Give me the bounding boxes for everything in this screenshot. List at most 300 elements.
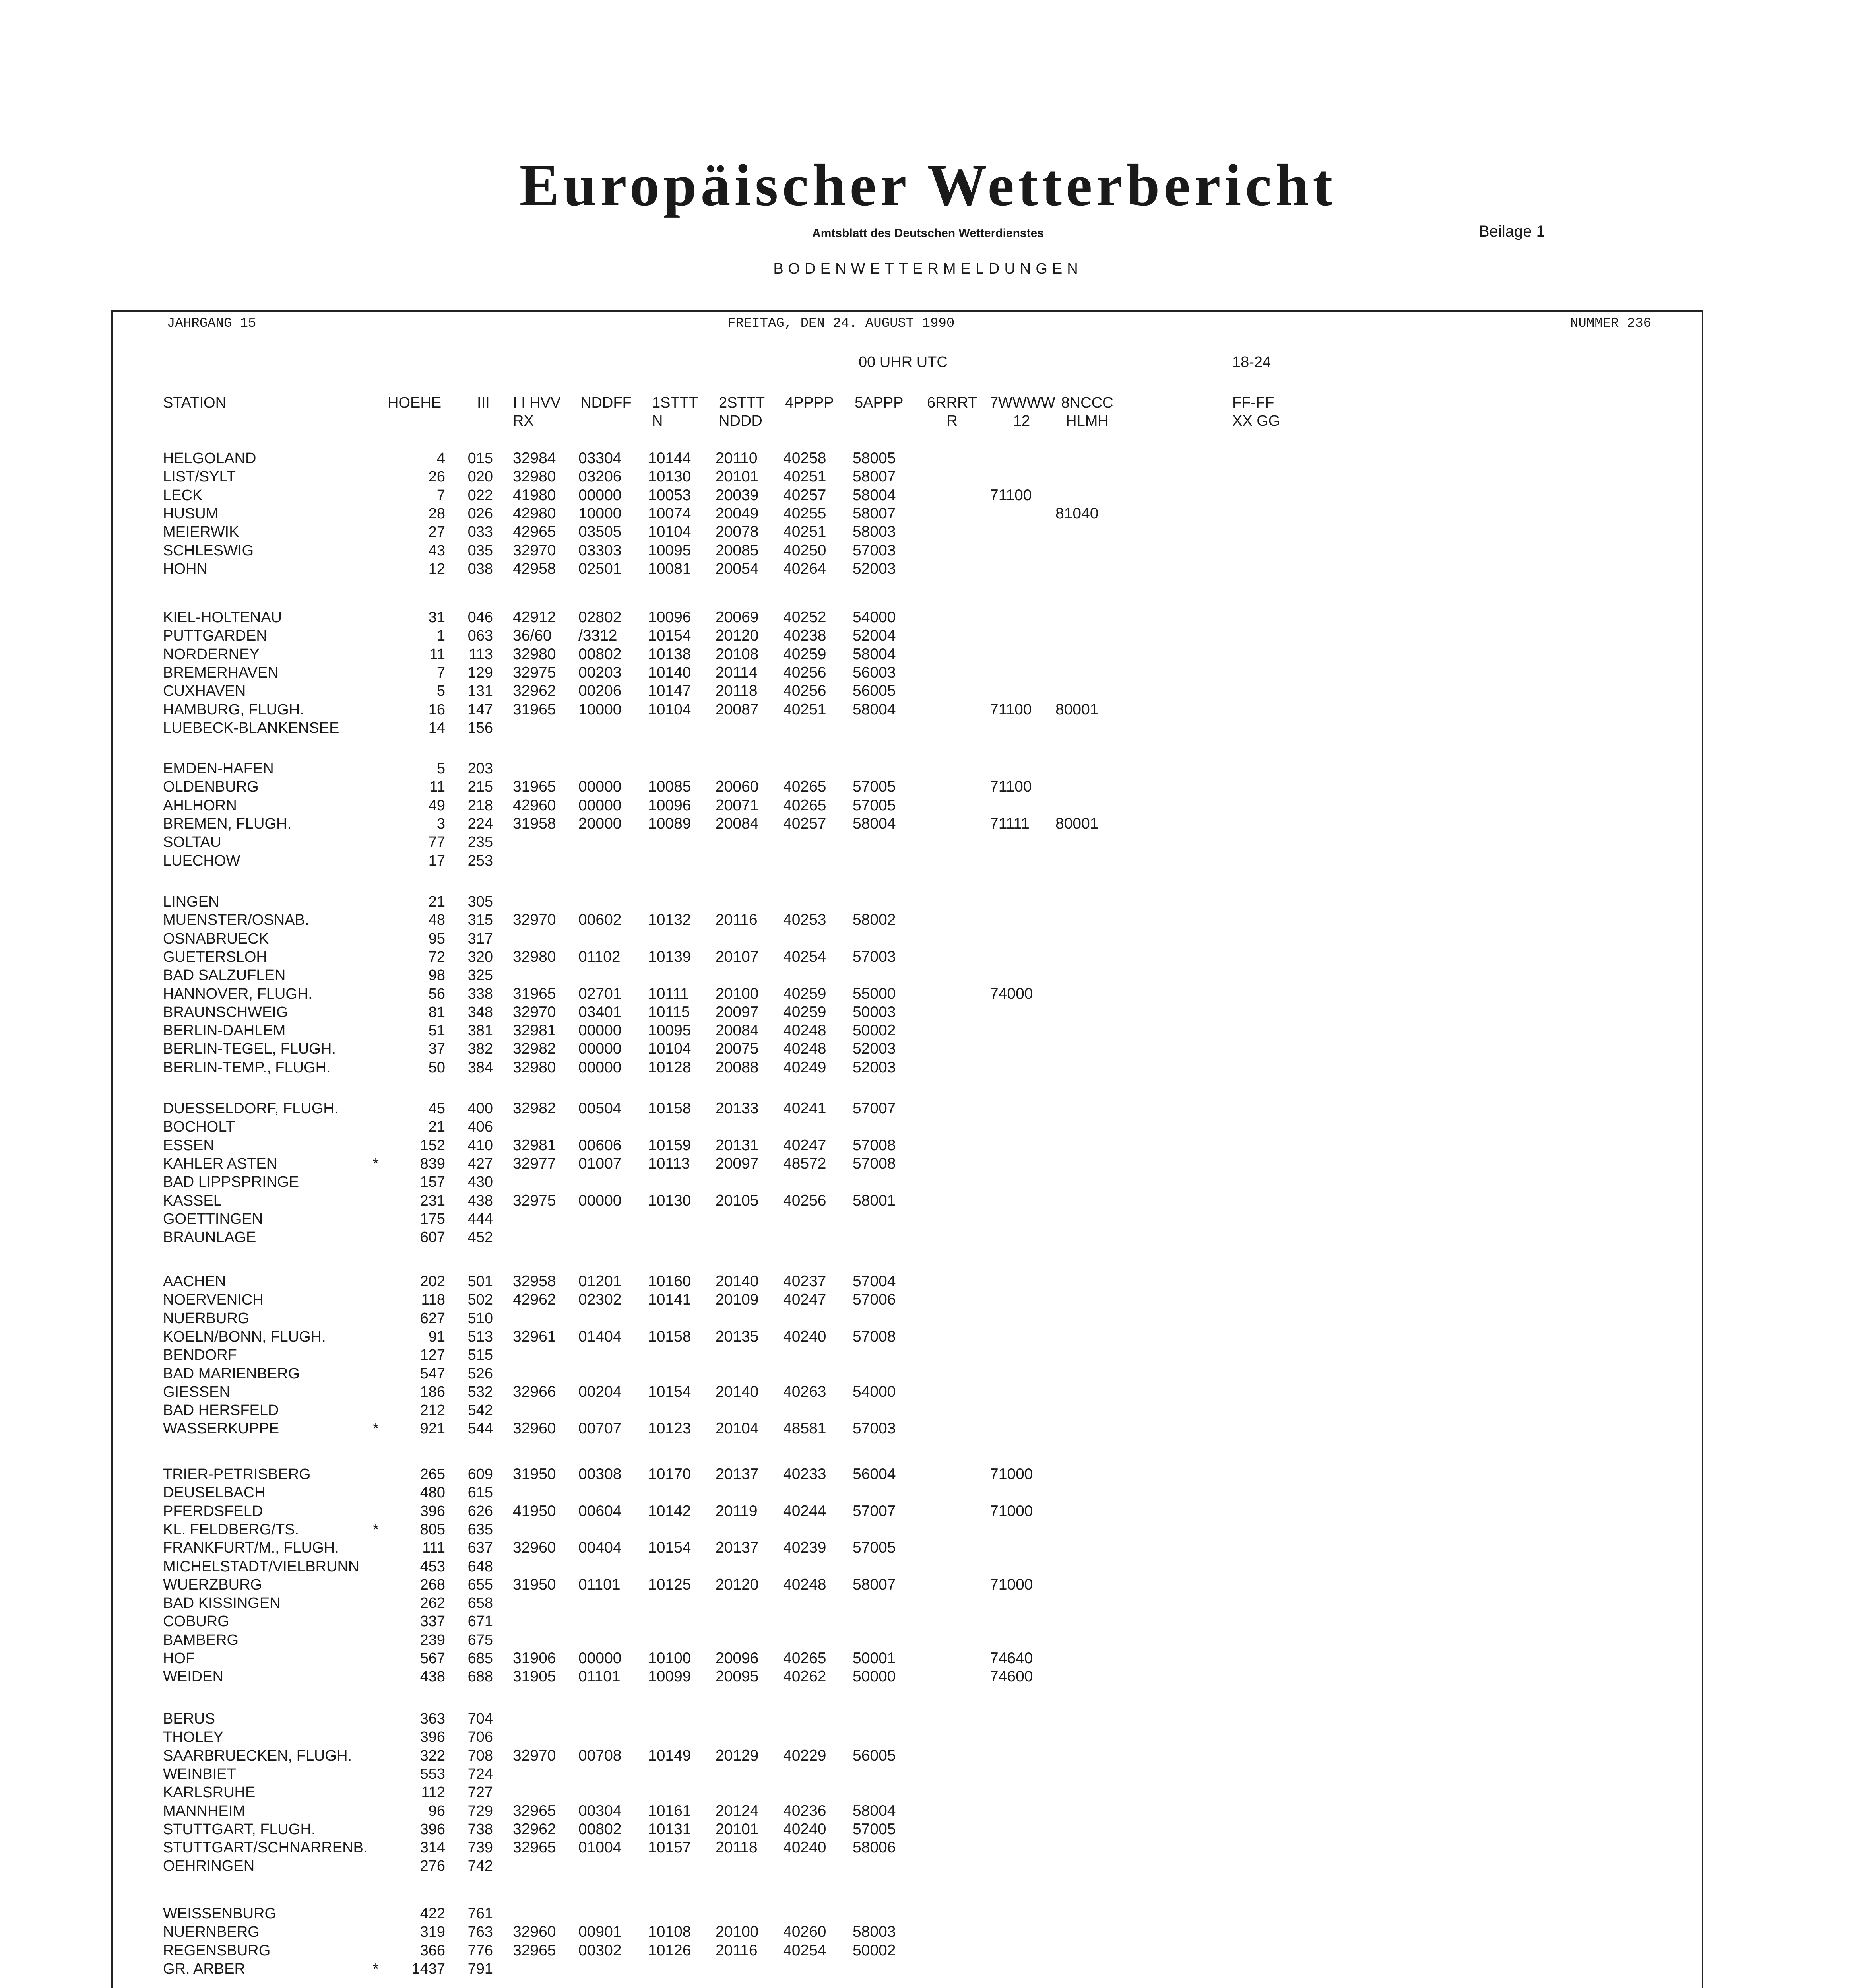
supplement-label: Beilage 1 [1479,223,1545,240]
station-name: HANNOVER, FLUGH. [163,985,312,1002]
station-id: 382 [467,1041,493,1058]
table-row [0,542,1590,560]
table-row [0,1612,1590,1631]
station-id: 427 [467,1155,493,1172]
code-group: 20085 [716,542,759,559]
mountain-station-marker: * [373,1420,379,1437]
code-group: 32982 [513,1100,556,1117]
code-group: 32965 [513,1839,556,1856]
code-group: 42912 [513,609,556,626]
station-height: 422 [420,1905,445,1922]
code-group: 03505 [578,523,622,541]
code-group: 20137 [716,1466,759,1483]
code-group: 10170 [648,1466,691,1483]
station-name: KOELN/BONN, FLUGH. [163,1328,326,1345]
station-name: EMDEN-HAFEN [163,760,274,777]
station-name: KAHLER ASTEN [163,1155,277,1172]
code-group: 10085 [648,778,691,796]
code-group: 01004 [578,1839,622,1856]
station-height: 239 [420,1631,445,1648]
code-group: 40257 [783,486,826,504]
station-height: 127 [420,1347,445,1364]
code-group: 40258 [783,450,826,467]
code-group: 57003 [853,542,896,559]
station-name: PFERDSFELD [163,1503,263,1520]
station-id: 046 [467,609,493,626]
code-group: 10089 [648,815,691,832]
code-group: 20118 [716,1839,758,1856]
station-height: 91 [428,1328,445,1345]
station-name: BERLIN-TEGEL, FLUGH. [163,1041,336,1058]
station-height: 11 [429,779,445,796]
code-group: 00000 [578,1040,622,1058]
station-id: 675 [467,1631,493,1648]
code-group: 10126 [648,1941,691,1959]
code-group: 42958 [513,560,556,577]
station-name: BERLIN-DAHLEM [163,1022,286,1039]
code-group: 10139 [648,948,691,965]
code-group: 10081 [648,560,691,577]
code-group: 58003 [853,523,896,541]
code-group: 20116 [716,911,758,929]
code-group: 40251 [783,523,826,541]
col-header-5appp: 5APPP [855,394,904,411]
code-group: 40240 [783,1839,826,1856]
station-height: 157 [420,1174,445,1191]
code-group: 00606 [578,1136,622,1154]
code-group: 57007 [853,1502,896,1520]
code-group: 10131 [648,1820,691,1838]
station-id: 706 [467,1729,493,1746]
table-row [0,1383,1590,1401]
code-group: 20039 [716,486,759,504]
code-group: 20060 [716,778,759,796]
station-id: 452 [467,1229,493,1246]
code-group: 40247 [783,1291,826,1309]
code-group: 20105 [716,1192,759,1209]
code-group: 00000 [578,486,622,504]
table-row [0,1003,1590,1021]
station-name: GR. ARBER [163,1960,245,1977]
table-row [0,1520,1590,1539]
station-name: KL. FELDBERG/TS. [163,1521,299,1538]
table-row [0,815,1590,833]
station-name: BREMERHAVEN [163,664,279,681]
station-height: 396 [420,1729,445,1746]
station-name: BAD KISSINGEN [163,1595,281,1612]
code-group: 10125 [648,1576,691,1593]
station-height: 14 [428,719,445,736]
table-row [0,468,1590,486]
code-group: 20095 [716,1668,759,1685]
code-group: 00802 [578,645,622,663]
code-group: 00707 [578,1420,622,1437]
code-group: 32975 [513,664,556,681]
code-group: 32970 [513,911,556,929]
col-header-hoehe: HOEHE [388,394,442,411]
table-row [0,1941,1590,1960]
cloud-group: 80001 [1055,815,1099,832]
weather-group: 74640 [990,1650,1033,1667]
code-group: 10111 [648,985,689,1002]
code-group: 20097 [716,1003,759,1021]
station-id: 384 [467,1059,493,1076]
code-group: 54000 [853,1383,896,1400]
station-height: 839 [420,1155,445,1172]
code-group: 01007 [578,1155,622,1172]
code-group: 40248 [783,1040,826,1058]
table-row [0,1099,1590,1118]
table-row [0,1210,1590,1228]
code-group: 10000 [578,505,622,522]
station-id: 738 [467,1821,493,1838]
table-row [0,1668,1590,1686]
station-id: 532 [467,1383,493,1400]
volume-label: JAHRGANG 15 [167,316,256,331]
table-row [0,796,1590,815]
code-group: 31906 [513,1650,556,1667]
station-height: 11 [429,646,445,663]
code-group: 00000 [578,1650,622,1667]
code-group: 31965 [513,778,556,796]
code-group: 40238 [783,627,826,645]
station-name: BAD HERSFELD [163,1402,279,1419]
col-header-station: STATION [163,394,227,411]
weather-group: 71000 [990,1502,1033,1520]
code-group: 40244 [783,1502,826,1520]
station-id: 501 [467,1273,493,1290]
code-group: 20131 [716,1136,759,1154]
code-group: 40255 [783,505,826,522]
table-row [0,778,1590,796]
station-name: FRANKFURT/M., FLUGH. [163,1540,339,1557]
station-id: 510 [467,1310,493,1327]
station-height: 4 [436,450,445,467]
table-row [0,930,1590,948]
station-name: TRIER-PETRISBERG [163,1466,311,1483]
table-row [0,985,1590,1003]
code-group: 40251 [783,701,826,718]
code-group: 01101 [578,1668,621,1685]
station-id: 502 [467,1291,493,1309]
code-group: 10053 [648,486,691,504]
station-id: 761 [467,1905,493,1922]
station-id: 035 [467,542,493,559]
code-group: 20114 [716,664,758,681]
table-row [0,1960,1590,1978]
table-row [0,505,1590,523]
station-id: 655 [467,1576,493,1593]
code-group: 10074 [648,505,691,522]
station-name: NORDERNEY [163,646,260,663]
issue-number: NUMMER 236 [1570,316,1652,331]
code-group: 58004 [853,701,896,718]
station-name: STUTTGART/SCHNARRENB. [163,1839,368,1856]
code-group: 00308 [578,1466,622,1483]
code-group: 31958 [513,815,556,832]
table-row [0,1649,1590,1668]
station-height: 26 [428,468,445,485]
station-height: 262 [420,1595,445,1612]
station-id: 704 [467,1710,493,1727]
table-row [0,1857,1590,1875]
station-name: NUERBURG [163,1310,250,1327]
period-label: 18-24 [1232,354,1271,371]
code-group: 20088 [716,1058,759,1076]
code-group: 56005 [853,682,896,700]
code-group: 00000 [578,778,622,796]
table-row [0,664,1590,682]
code-group: 20101 [716,1820,759,1838]
code-group: /3312 [578,627,617,645]
station-name: LUECHOW [163,852,240,869]
station-name: WUERZBURG [163,1576,262,1593]
code-group: 50003 [853,1003,896,1021]
code-group: 10096 [648,609,691,626]
code-group: 20108 [716,645,759,663]
table-row [0,1401,1590,1419]
code-group: 58007 [853,505,896,522]
code-group: 40236 [783,1802,826,1819]
col-header-iii: III [477,394,490,411]
station-id: 544 [467,1420,493,1437]
code-group: 02501 [578,560,622,577]
code-group: 57004 [853,1273,896,1290]
code-group: 31950 [513,1576,556,1593]
code-group: 57008 [853,1155,896,1172]
station-name: BERUS [163,1710,215,1727]
code-group: 32961 [513,1328,556,1345]
code-group: 10154 [648,1383,691,1400]
code-group: 10161 [648,1802,691,1819]
code-group: 40265 [783,796,826,814]
code-group: 20054 [716,560,759,577]
table-row [0,1155,1590,1173]
code-group: 40251 [783,468,826,485]
station-id: 156 [467,719,493,736]
station-id: 022 [467,487,493,504]
station-id: 253 [467,852,493,869]
station-height: 186 [420,1383,445,1400]
station-name: KIEL-HOLTENAU [163,609,282,626]
station-name: LUEBECK-BLANKENSEE [163,719,339,736]
station-height: 322 [420,1747,445,1764]
station-id: 626 [467,1503,493,1520]
code-group: 10095 [648,1022,691,1039]
station-id: 235 [467,834,493,851]
station-height: 31 [428,609,445,626]
code-group: 10096 [648,796,691,814]
station-name: BENDORF [163,1347,237,1364]
weather-group: 71111 [990,815,1030,832]
station-height: 547 [420,1365,445,1382]
table-row [0,486,1590,505]
code-group: 10115 [648,1003,690,1021]
code-group: 20119 [716,1502,758,1520]
table-row [0,1040,1590,1058]
weather-group: 71000 [990,1466,1033,1483]
station-height: 28 [428,505,445,522]
station-height: 12 [428,560,445,577]
station-name: KARLSRUHE [163,1784,256,1801]
code-group: 00304 [578,1802,622,1819]
code-group: 40259 [783,1003,826,1021]
weather-group: 71100 [990,701,1032,718]
table-row [0,1309,1590,1328]
code-group: 20124 [716,1802,759,1819]
station-id: 381 [467,1022,493,1039]
code-group: 00404 [578,1539,622,1557]
station-id: 430 [467,1174,493,1191]
table-row [0,833,1590,851]
code-group: 20097 [716,1155,759,1172]
station-id: 325 [467,967,493,984]
station-height: 118 [421,1291,445,1309]
code-group: 10108 [648,1923,691,1941]
station-height: 7 [436,487,445,504]
station-name: LIST/SYLT [163,468,236,485]
code-group: 58004 [853,486,896,504]
table-row [0,1905,1590,1923]
code-group: 40253 [783,911,826,929]
code-group: 56003 [853,664,896,681]
col-header-nddff: NDDFF [580,394,632,411]
station-id: 410 [467,1137,493,1154]
station-id: 724 [467,1765,493,1782]
code-group: 20101 [716,468,759,485]
code-group: 41980 [513,486,556,504]
station-height: 337 [420,1613,445,1630]
code-group: 58005 [853,450,896,467]
code-group: 32981 [513,1022,556,1039]
station-id: 637 [467,1540,493,1557]
station-id: 708 [467,1747,493,1764]
code-group: 32962 [513,1820,556,1838]
table-row [0,1465,1590,1483]
code-group: 20116 [716,1941,758,1959]
station-height: 231 [420,1192,445,1209]
code-group: 10154 [648,1539,691,1557]
code-group: 20071 [716,796,759,814]
code-group: 32980 [513,1058,556,1076]
station-name: HAMBURG, FLUGH. [163,701,304,718]
station-id: 671 [467,1613,493,1630]
station-name: THOLEY [163,1729,224,1746]
code-group: 32970 [513,542,556,559]
station-id: 038 [467,560,493,577]
table-row [0,1328,1590,1346]
code-group: 40233 [783,1466,826,1483]
station-id: 348 [467,1004,493,1021]
code-group: 40256 [783,682,826,700]
code-group: 40248 [783,1576,826,1593]
station-name: NUERNBERG [163,1924,260,1941]
station-id: 763 [467,1924,493,1941]
station-height: 366 [420,1942,445,1959]
station-id: 131 [467,683,493,700]
table-row [0,1576,1590,1594]
table-row [0,1839,1590,1857]
station-height: 152 [420,1137,445,1154]
cloud-group: 81040 [1055,505,1099,522]
code-group: 48581 [783,1420,826,1437]
code-group: 50002 [853,1941,896,1959]
station-name: SAARBRUECKEN, FLUGH. [163,1747,352,1764]
station-name: GOETTINGEN [163,1210,263,1227]
station-height: 7 [436,664,445,681]
code-group: 00000 [578,1192,622,1209]
station-height: 43 [428,542,445,559]
station-id: 776 [467,1942,493,1959]
code-group: 40254 [783,948,826,965]
station-height: 438 [420,1668,445,1685]
station-name: STUTTGART, FLUGH. [163,1821,316,1838]
code-group: 20069 [716,609,759,626]
code-group: 42960 [513,796,556,814]
code-group: 00203 [578,664,622,681]
code-group: 32981 [513,1136,556,1154]
station-height: 77 [428,834,445,851]
code-group: 10142 [648,1502,691,1520]
table-row [0,1728,1590,1746]
code-group: 50001 [853,1650,896,1667]
code-group: 10141 [648,1291,691,1309]
code-group: 10104 [648,701,691,718]
station-id: 438 [467,1192,493,1209]
station-height: 268 [420,1576,445,1593]
code-group: 00204 [578,1383,622,1400]
code-group: 10149 [648,1747,691,1764]
station-name: BRAUNLAGE [163,1229,256,1246]
table-row [0,682,1590,700]
code-group: 00708 [578,1747,622,1764]
station-id: 147 [467,701,493,718]
weather-group: 71000 [990,1576,1033,1593]
station-height: 72 [428,948,445,965]
station-height: 27 [428,524,445,541]
table-row [0,1192,1590,1210]
code-group: 40262 [783,1668,826,1685]
code-group: 32982 [513,1040,556,1058]
code-group: 58006 [853,1839,896,1856]
code-group: 02701 [578,985,622,1002]
station-id: 305 [467,893,493,910]
station-name: BREMEN, FLUGH. [163,815,292,832]
station-name: HUSUM [163,505,219,522]
station-height: 17 [428,852,445,869]
code-group: 40250 [783,542,826,559]
table-row [0,852,1590,870]
mountain-station-marker: * [373,1155,379,1172]
station-id: 129 [467,664,493,681]
code-group: 10140 [648,664,691,681]
code-group: 10157 [648,1839,691,1856]
station-height: 453 [420,1558,445,1575]
code-group: 10099 [648,1668,691,1685]
station-id: 315 [467,912,493,929]
code-group: 58004 [853,645,896,663]
station-height: 607 [420,1229,445,1246]
code-group: 57003 [853,1420,896,1437]
station-id: 406 [467,1118,493,1136]
station-name: OEHRINGEN [163,1858,255,1875]
col-header-2sttt: 2STTT NDDD [719,394,765,429]
code-group: 32980 [513,645,556,663]
station-id: 026 [467,505,493,522]
code-group: 10159 [648,1136,691,1154]
col-header-4pppp: 4PPPP [785,394,834,411]
code-group: 20075 [716,1040,759,1058]
